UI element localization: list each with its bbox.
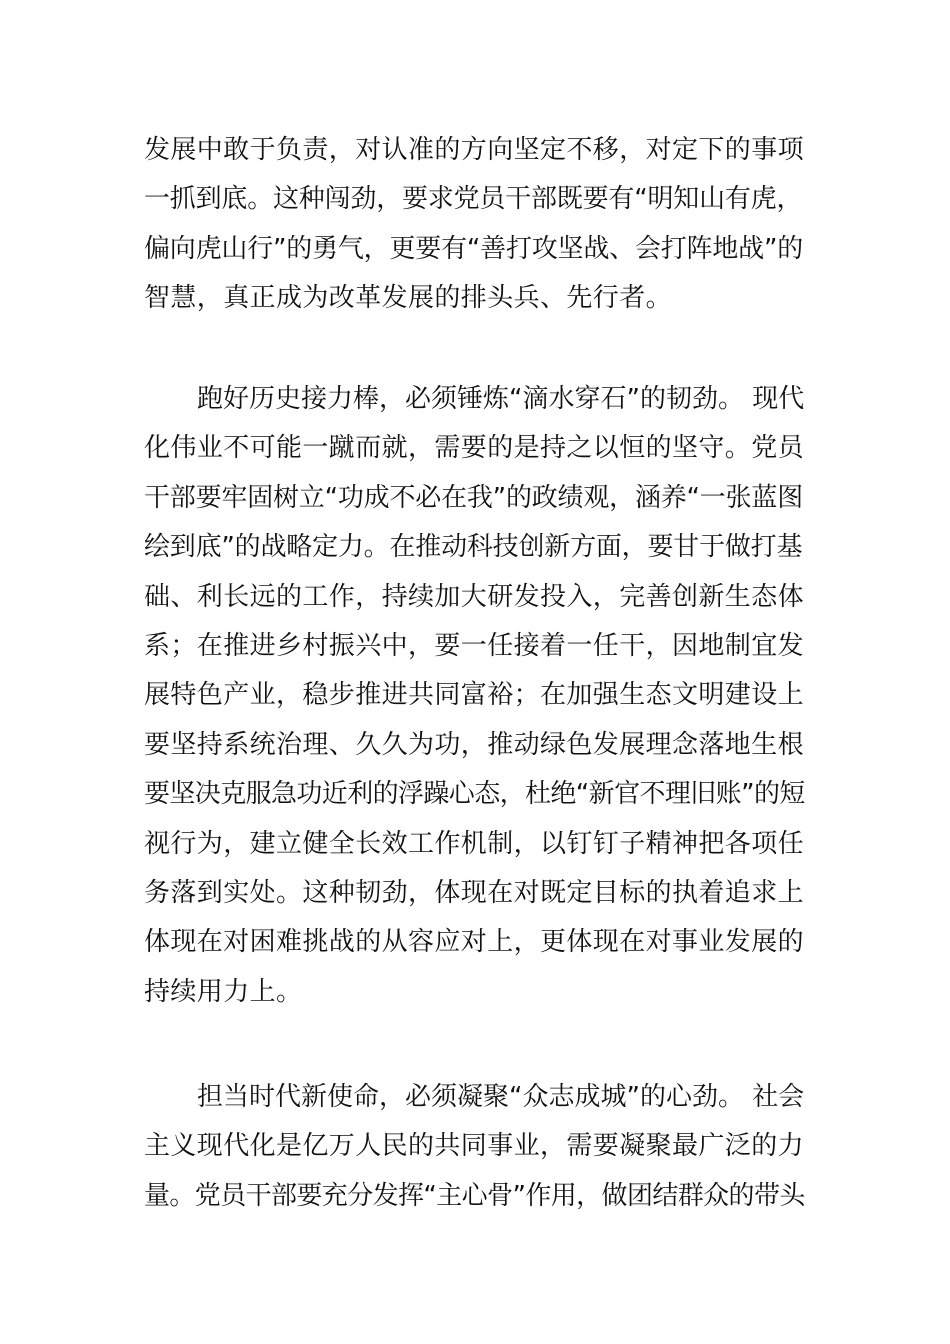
paragraph-line: 发展中敢于负责，对认准的方向坚定不移，对定下的事项 <box>144 135 805 165</box>
paragraph-line: 础、利长远的工作，持续加大研发投入，完善创新生态体 <box>144 581 805 612</box>
paragraph-line: 视行为，建立健全长效工作机制，以钉钉子精神把各项任 <box>144 828 805 859</box>
paragraph-line: 持续用力上。 <box>144 976 303 1007</box>
paragraph-line: 偏向虎山行”的勇气，更要有“善打攻坚战、会打阵地战”的 <box>144 233 804 264</box>
paragraph-line: 干部要牢固树立“功成不必在我”的政绩观，涵养“一张蓝图 <box>144 482 804 513</box>
paragraph-1 <box>144 126 806 324</box>
paragraph-line: 一抓到底。这种闯劲，要求党员干部既要有“明知山有虎， <box>144 184 803 215</box>
paragraph-line: 量。党员干部要充分发挥“主心骨”作用，做团结群众的带头 <box>144 1180 805 1211</box>
paragraph-line: 展特色产业，稳步推进共同富裕；在加强生态文明建设上 <box>144 680 805 711</box>
paragraph-3 <box>144 1073 806 1221</box>
paragraph-first-line: 跑好历史接力棒，必须锤炼“滴水穿石”的韧劲。 现代 <box>197 384 805 414</box>
paragraph-line: 智慧，真正成为改革发展的排头兵、先行者。 <box>144 283 673 314</box>
paragraph-line: 主义现代化是亿万人民的共同事业，需要凝聚最广泛的力 <box>144 1131 805 1162</box>
paragraph-line: 要坚决克服急功近利的浮躁心态，杜绝“新官不理旧账”的短 <box>144 779 805 810</box>
paragraph-2 <box>144 375 806 1017</box>
paragraph-line: 化伟业不可能一蹴而就，需要的是持之以恒的坚守。党员 <box>144 433 805 464</box>
paragraph-line: 系；在推进乡村振兴中，要一任接着一任干，因地制宜发 <box>144 630 805 661</box>
paragraph-line: 绘到底”的战略定力。在推动科技创新方面，要甘于做打基 <box>144 532 803 563</box>
paragraph-line: 体现在对困难挑战的从容应对上，更体现在对事业发展的 <box>144 927 805 958</box>
paragraph-first-line: 担当时代新使命，必须凝聚“众志成城”的心劲。 社会 <box>197 1082 805 1112</box>
paragraph-line: 务落到实处。这种韧劲，体现在对既定目标的执着追求上 <box>144 877 805 908</box>
paragraph-line: 要坚持系统治理、久久为功，推动绿色发展理念落地生根 <box>144 729 805 760</box>
